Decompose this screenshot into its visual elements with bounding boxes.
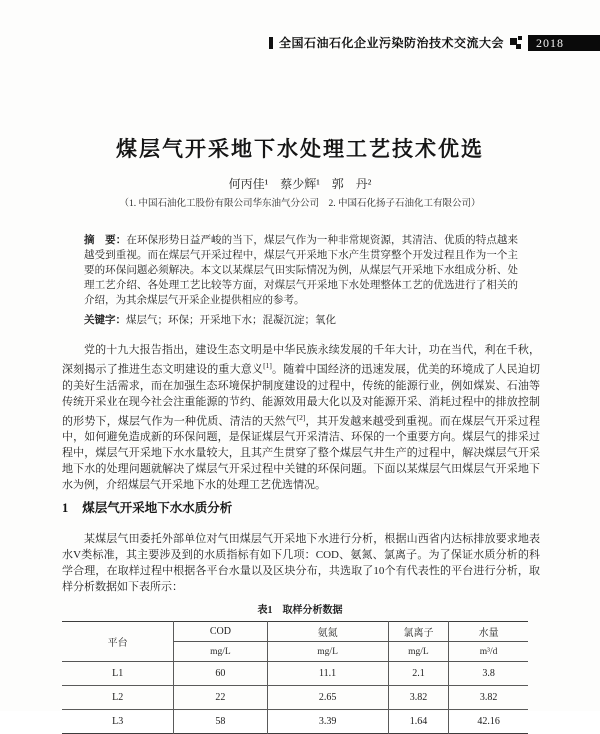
keywords-label: 关键字： (84, 315, 126, 326)
conference-title: 全国石油石化企业污染防治技术交流大会 (278, 36, 504, 50)
sampling-data-table (62, 621, 528, 734)
table-row-l1 (62, 662, 528, 686)
col-header-flow: 水量 (449, 622, 528, 642)
cell-ammonia: 11.1 (267, 662, 388, 686)
cell-platform: L2 (62, 686, 174, 710)
unit-cod: mg/L (174, 642, 267, 662)
square-glyph (518, 36, 522, 40)
abstract (84, 233, 518, 308)
paragraph-text: 党的十九大报告指出，建设生态文明是中华民族永续发展的千年大计，功在当代，利在千秋，深刻揭示了推进生态文明建设的重大意义 (62, 344, 540, 376)
paragraph-text: 。随着中国经济的迅速发展，优美的环境成了人民迫切的美好生活需求，而在加强生态环境保护制度建设的过程中，传统的能源行业，例如煤炭、石油等传统开采业在现今社会注重能源的节约、能源效用最大化以及对能源开采、消耗过程中的排放控制的形势下，煤层气作为一种优质、清洁的天然气 (62, 363, 541, 428)
cell-ammonia: 2.65 (267, 686, 388, 710)
col-header-chloride: 氯离子 (388, 622, 449, 642)
unit-ammonia: mg/L (267, 642, 388, 662)
year-badge: 2018 (528, 35, 600, 51)
cell-flow: 3.82 (449, 686, 528, 710)
squares-icon (510, 36, 522, 49)
citation-2: [2] (296, 412, 306, 422)
header-bar-mark (269, 37, 273, 49)
paragraph-text: ，其开发越来越受到重视。而在煤层气开采过程中，如何避免造成新的环保问题，是保证煤层气开采清洁、环保的一个重要方向。煤层气的排采过程中，煤层气开采地下水水量较大，且其产生贯穿了整个煤层气井生产的过程中，解决煤层气开采地下水的处理问题就解决了煤层气开采过程中关键的环保问题。下面以某煤层气田煤层气开采地下水为例，介绍煤层气开采地下水的处理工艺优选情况。 (62, 415, 540, 492)
section-title: 煤层气开采地下水水质分析 (82, 501, 233, 516)
unit-flow: m³/d (449, 642, 528, 662)
cell-flow: 42.16 (449, 710, 528, 734)
section-number: 1 (62, 501, 69, 516)
paragraph-intro (62, 342, 540, 493)
unit-chloride: mg/L (388, 642, 449, 662)
cell-platform: L1 (62, 662, 174, 686)
citation-1: [1] (263, 361, 272, 370)
table-caption: 表1 取样分析数据 (257, 605, 343, 617)
keywords-text: 煤层气；环保；开采地下水；混凝沉淀；氧化 (126, 315, 336, 326)
col-header-platform: 平台 (62, 622, 174, 662)
paragraph-analysis: 某煤层气田委托外部单位对气田煤层气开采地下水进行分析，根据山西省内达标排放要求地表水V类标准，其主要涉及到的水质指标有如下几项：COD、氨氮、氯离子。为了保证水质分析的科学合理，在取样过程中根据各平台水量以及区块分布，共选取了10个有代表性的平台进行分析，取样分析数据如下表所示： (62, 533, 540, 594)
square-glyph (516, 44, 521, 49)
cell-cod: 22 (174, 686, 267, 710)
abstract-label: 摘 要： (84, 235, 127, 246)
affiliation-line: （1. 中国石油化工股份有限公司华东油气分公司 2. 中国石化扬子石油化工有限公司） (119, 199, 481, 209)
cell-flow: 3.8 (449, 662, 528, 686)
cell-platform: L3 (112, 716, 124, 728)
table-row-l2 (62, 686, 528, 710)
abstract-text: 在环保形势日益严峻的当下，煤层气作为一种非常规资源，其清洁、优质的特点越来越受到重视。而在煤层气开采过程中，煤层气开采地下水产生贯穿整个开发过程且作为一个主要的环保问题必须解决。本文以某煤层气田实际情况为例，从煤层气开采地下水组成分析、处理工艺介绍、各处理工艺比较等方面，对煤层气开采地下水处理整体工艺的优选进行了相关的介绍，为其余煤层气开采企业提供相应的参考。 (84, 235, 519, 306)
keywords (84, 313, 518, 328)
cell-chloride: 1.64 (388, 710, 449, 734)
page-header (269, 34, 600, 51)
section-heading-1 (62, 500, 540, 517)
cell-chloride: 2.1 (388, 662, 449, 686)
authors-line: 何丙佳¹ 蔡少辉¹ 郭 丹² (228, 177, 372, 191)
col-header-ammonia: 氨氮 (267, 622, 388, 642)
cell-chloride: 3.82 (388, 686, 449, 710)
cell-ammonia: 3.39 (267, 710, 388, 734)
col-header-cod: COD (174, 622, 267, 642)
article-title: 煤层气开采地下水处理工艺技术优选 (116, 137, 484, 161)
table-row-l3 (62, 710, 528, 734)
cell-cod: 60 (174, 662, 267, 686)
table-header-row (62, 622, 528, 642)
cell-cod: 58 (174, 710, 267, 734)
